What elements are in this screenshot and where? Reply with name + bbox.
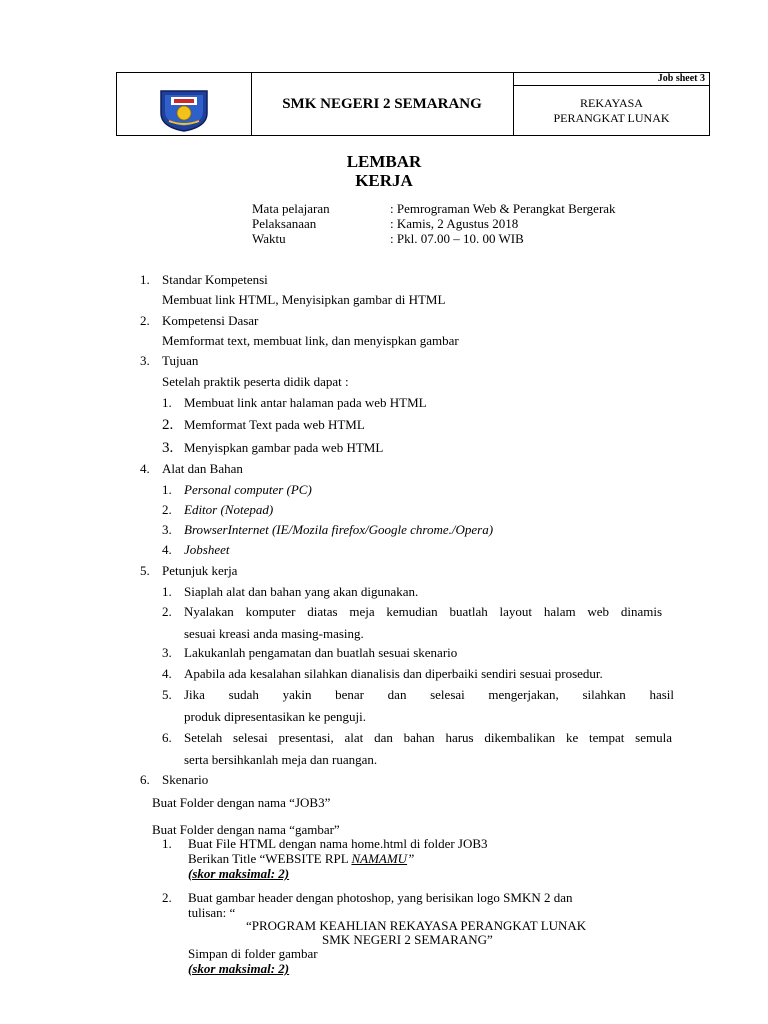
section-number: 1. <box>140 272 150 287</box>
list-number: 5. <box>162 687 172 702</box>
list-item: Menyispkan gambar pada web HTML <box>184 440 384 455</box>
page-title-line-2: KERJA <box>355 171 413 190</box>
list-number: 2. <box>162 417 174 433</box>
page-title-line-1: LEMBAR <box>346 152 422 171</box>
info-value: : Pemrograman Web & Perangkat Bergerak <box>390 201 616 216</box>
score-label: (skor maksimal: 2) <box>188 866 290 881</box>
list-item: Personal computer (PC) <box>184 482 312 497</box>
info-row <box>252 216 519 231</box>
info-label: Mata pelajaran <box>252 201 330 216</box>
list-number: 1. <box>162 395 172 410</box>
list-item: BrowserInternet (IE/Mozila firefox/Google chrome./Opera) <box>184 522 494 537</box>
step-line: tulisan: “ <box>188 905 236 920</box>
list-item: Jobsheet <box>184 542 230 557</box>
list-item-line: serta bersihkanlah meja dan ruangan. <box>184 752 378 767</box>
list-item: Siaplah alat dan bahan yang akan digunakan. <box>184 584 419 599</box>
section-title: Kompetensi Dasar <box>162 313 259 328</box>
step-line: Buat File HTML dengan nama home.html di folder JOB3 <box>188 836 488 851</box>
step-line <box>188 851 414 867</box>
list-number: 2. <box>162 502 172 517</box>
info-label: Waktu <box>252 231 286 246</box>
info-value: : Pkl. 07.00 – 10. 00 WIB <box>390 231 524 246</box>
list-item-line: sesuai kreasi anda masing-masing. <box>184 626 364 641</box>
list-number: 4. <box>162 666 172 681</box>
list-item: Lakukanlah pengamatan dan buatlah sesuai skenario <box>184 645 458 660</box>
department-line-1: REKAYASA <box>580 96 643 110</box>
section-title: Petunjuk kerja <box>162 563 238 578</box>
list-item: Membuat link antar halaman pada web HTML <box>184 395 427 410</box>
info-row <box>252 201 616 216</box>
closing-quote: ” <box>407 851 415 866</box>
step-line: Simpan di folder gambar <box>188 946 318 961</box>
list-item: Apabila ada kesalahan silahkan dianalisis dan diperbaiki sendiri sesuai prosedur. <box>184 666 603 681</box>
section-title: Tujuan <box>162 353 199 368</box>
list-item: Memformat Text pada web HTML <box>184 417 365 432</box>
name-placeholder: NAMAMU <box>351 851 408 866</box>
section-number: 2. <box>140 313 150 328</box>
info-row <box>252 231 524 246</box>
section-number: 5. <box>140 563 150 578</box>
step-title-text: Berikan Title “WEBSITE RPL <box>188 851 352 866</box>
list-number: 2. <box>162 890 172 905</box>
section-title: Alat dan Bahan <box>162 461 243 476</box>
job-sheet-label: Job sheet 3 <box>514 73 709 86</box>
step-line: Buat gambar header dengan photoshop, yang berisikan logo SMKN 2 dan <box>188 890 573 905</box>
section-body: Memformat text, membuat link, dan menyispkan gambar <box>162 333 459 348</box>
list-number: 6. <box>162 730 172 745</box>
section-intro: Setelah praktik peserta didik dapat : <box>162 374 349 389</box>
section-number: 6. <box>140 772 150 787</box>
list-number: 2. <box>162 604 172 619</box>
section-title: Skenario <box>162 772 209 787</box>
school-name: SMK NEGERI 2 SEMARANG <box>251 73 514 135</box>
list-number: 1. <box>162 584 172 599</box>
section-number: 4. <box>140 461 150 476</box>
logo-cell <box>117 73 252 135</box>
school-logo-icon <box>157 87 211 133</box>
score-label: (skor maksimal: 2) <box>188 961 290 976</box>
section-number: 3. <box>140 353 150 368</box>
list-item: Editor (Notepad) <box>184 502 274 517</box>
quoted-text: “PROGRAM KEAHLIAN REKAYASA PERANGKAT LUNAK <box>246 918 587 933</box>
info-value: : Kamis, 2 Agustus 2018 <box>390 216 519 231</box>
list-item-line: Setelah selesai presentasi, alat dan bahan harus dikembalikan ke tempat semula <box>184 730 672 745</box>
scenario-folder: Buat Folder dengan nama “JOB3” <box>152 795 331 810</box>
list-item-line: produk dipresentasikan ke penguji. <box>184 709 366 724</box>
scenario-folder: Buat Folder dengan nama “gambar” <box>152 822 340 837</box>
list-number: 3. <box>162 522 172 537</box>
quoted-text: SMK NEGERI 2 SEMARANG” <box>322 932 493 947</box>
header-table <box>116 72 710 136</box>
info-label: Pelaksanaan <box>252 216 317 231</box>
list-number: 3. <box>162 645 172 660</box>
list-number: 1. <box>162 482 172 497</box>
section-title: Standar Kompetensi <box>162 272 268 287</box>
department <box>514 87 709 135</box>
list-number: 3. <box>162 440 174 456</box>
list-number: 4. <box>162 542 172 557</box>
section-body: Membuat link HTML, Menyisipkan gambar di HTML <box>162 292 446 307</box>
department-line-2: PERANGKAT LUNAK <box>553 111 670 125</box>
list-number: 1. <box>162 836 172 851</box>
list-item-line: Nyalakan komputer diatas meja kemudian buatlah layout halam web dinamis <box>184 604 662 619</box>
list-item-line: Jika sudah yakin benar dan selesai mengerjakan, silahkan hasil <box>184 687 674 702</box>
